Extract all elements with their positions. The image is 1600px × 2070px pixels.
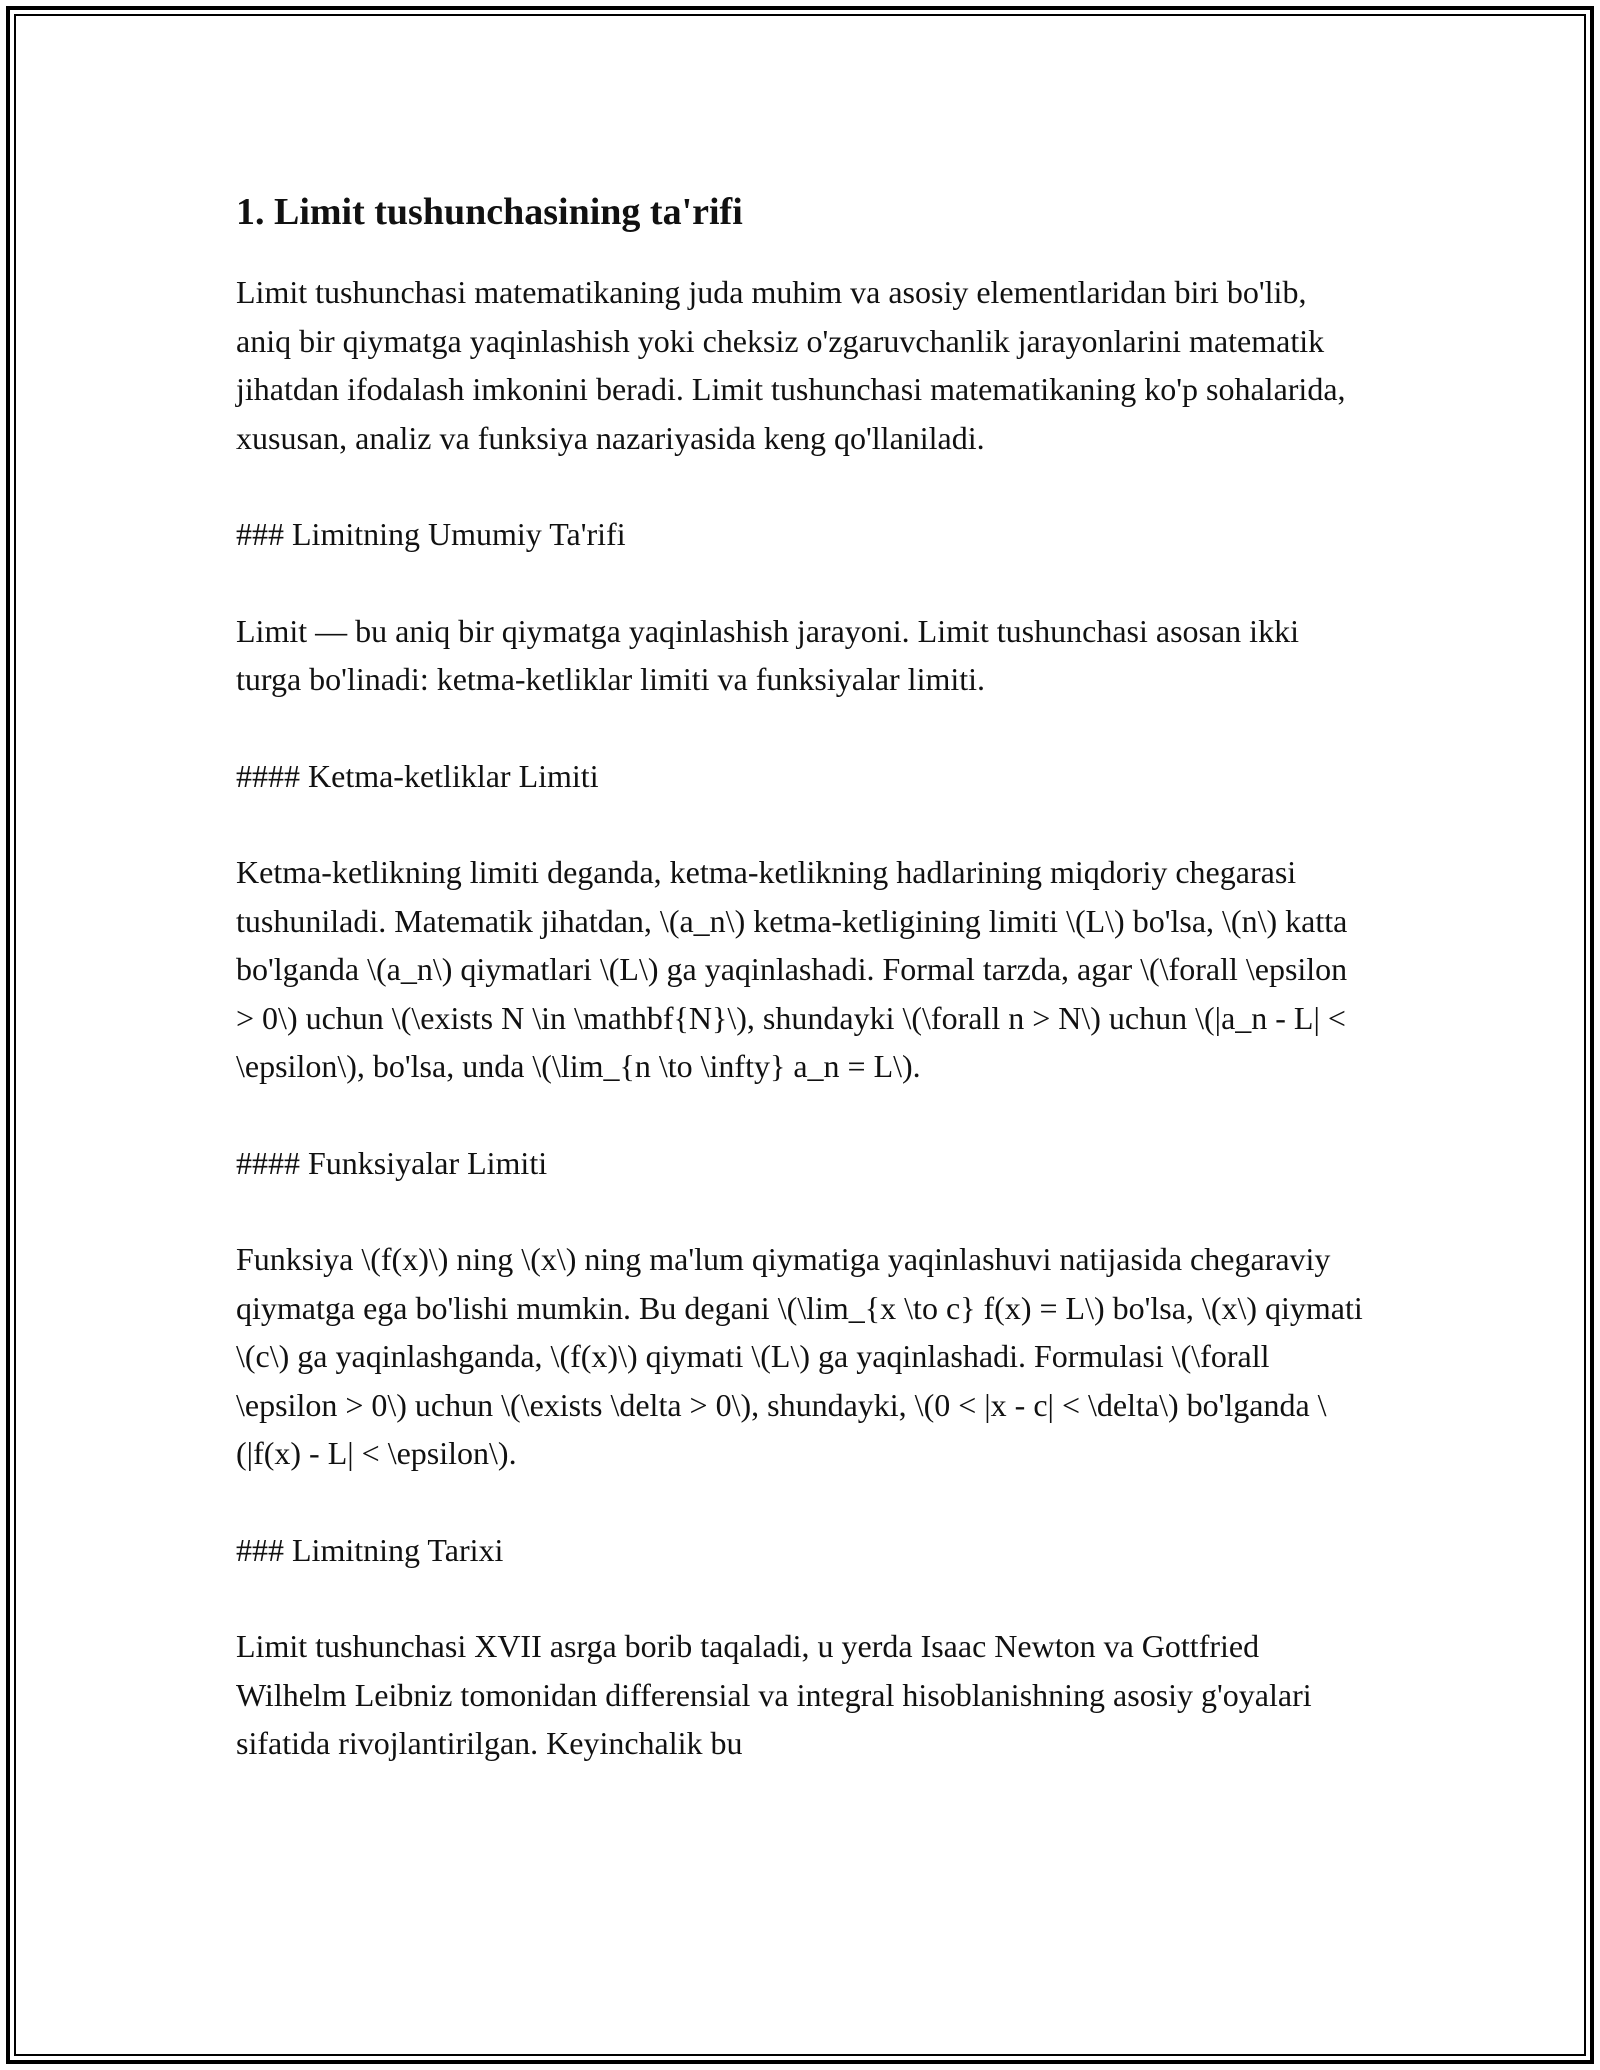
subheading-umumiy-tarifi: ### Limitning Umumiy Ta'rifi bbox=[236, 516, 626, 552]
subheading-ketma-ketliklar-limiti: #### Ketma-ketliklar Limiti bbox=[236, 757, 599, 794]
section-heading: 1. Limit tushunchasining ta'rifi bbox=[236, 191, 743, 233]
intro-paragraph: Limit tushunchasi matematikaning juda muhim va asosiy elementlaridan biri bo'lib, aniq bir qiymatga yaqinlashish yoki cheksiz o'zgaruvchanlik jarayonlarini matematik jihatdan ifodalash imkonini beradi. Limit tushunchasi matematikaning ko'p sohalarida, xususan, analiz va funksiya nazariyasida keng qo'llaniladi. bbox=[236, 274, 1346, 456]
definition-paragraph: Limit — bu aniq bir qiymatga yaqinlashish jarayoni. Limit tushunchasi asosan ikki turga bo'linadi: ketma-ketliklar limiti va funksiyalar limiti. bbox=[236, 612, 1299, 697]
function-limit-paragraph: Funksiya \(f(x)\) ning \(x\) ning ma'lum qiymatiga yaqinlashuvi natijasida chegaraviy qiymatga ega bo'lishi mumkin. Bu degani \(\lim_{x \to c} f(x) = L\) bo'lsa, \(x\) qiymati \(c\) ga yaqinlashganda, \(f(x)\) qiymati \(L\) ga yaqinlashadi. Formulasi \(\forall \epsilon > 0\) uchun \(\exists \delta > 0\), shundayki, \(0 < |x - c| < \delta\) bo'lganda \(|f(x) - L| < \epsilon\). bbox=[236, 1241, 1363, 1471]
sequence-limit-paragraph: Ketma-ketlikning limiti deganda, ketma-ketlikning hadlarining miqdoriy chegarasi tushuniladi. Matematik jihatdan, \(a_n\) ketma-ketligining limiti \(L\) bo'lsa, \(n\) katta bo'lganda \(a_n\) qiymatlari \(L\) ga yaqinlashadi. Formal tarzda, agar \(\forall \epsilon > 0\) uchun \(\exists N \in \mathbf{N}\), shundayki \(\forall n > N\) uchun \(|a_n - L| < \epsilon\), bo'lsa, unda \(\lim_{n \to \infty} a_n = L\). bbox=[236, 854, 1348, 1084]
history-paragraph: Limit tushunchasi XVII asrga borib taqaladi, u yerda Isaac Newton va Gottfried Wilhelm Leibniz tomonidan differensial va integral hisoblanishning asosiy g'oyalari sifatida rivojlantirilgan. Keyinchalik bu bbox=[236, 1628, 1312, 1761]
document-body bbox=[236, 184, 1366, 1768]
subheading-funksiyalar-limiti: #### Funksiyalar Limiti bbox=[236, 1144, 548, 1181]
subheading-limitning-tarixi: ### Limitning Tarixi bbox=[236, 1531, 504, 1568]
